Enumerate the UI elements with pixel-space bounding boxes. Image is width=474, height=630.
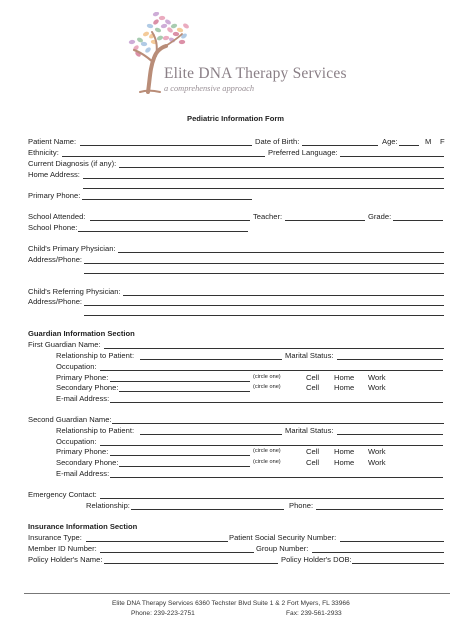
g1-primary-phone-field[interactable] bbox=[110, 381, 250, 382]
tree-leaf bbox=[144, 46, 152, 53]
footer-divider bbox=[24, 593, 450, 594]
teacher-label: Teacher: bbox=[253, 212, 283, 221]
tree-leaf bbox=[179, 40, 186, 45]
home-address-field-2[interactable] bbox=[83, 188, 444, 189]
insurance-section-heading: Insurance Information Section bbox=[28, 522, 138, 531]
tree-leaf bbox=[142, 31, 150, 37]
g2-email-field[interactable] bbox=[110, 477, 443, 478]
g1-occupation-label: Occupation: bbox=[56, 362, 97, 371]
g2-marital-label: Marital Status: bbox=[285, 426, 334, 435]
tree-leaf bbox=[129, 39, 136, 44]
physician-address-field-2[interactable] bbox=[84, 273, 444, 274]
g1-occupation-field[interactable] bbox=[100, 370, 443, 371]
tree-leaf bbox=[182, 22, 190, 29]
g2-primary-cell-option[interactable]: Cell bbox=[306, 447, 320, 456]
g2-primary-circle-note: (circle one) bbox=[253, 448, 281, 454]
diagnosis-label: Current Diagnosis (if any): bbox=[28, 159, 117, 168]
ethnicity-label: Ethnicity: bbox=[28, 148, 59, 157]
language-label: Preferred Language: bbox=[268, 148, 338, 157]
primary-phone-field[interactable] bbox=[82, 199, 252, 200]
g1-secondary-work-option[interactable]: Work bbox=[368, 383, 386, 392]
g2-secondary-phone-label: Secondary Phone: bbox=[56, 458, 119, 467]
g1-email-label: E-mail Address: bbox=[56, 394, 110, 403]
referring-address-label: Address/Phone: bbox=[28, 297, 83, 306]
g2-secondary-phone-field[interactable] bbox=[119, 466, 250, 467]
g1-primary-work-option[interactable]: Work bbox=[368, 373, 386, 382]
policy-holder-name-field[interactable] bbox=[104, 563, 278, 564]
physician-address-field[interactable] bbox=[84, 263, 444, 264]
emergency-phone-label: Phone: bbox=[289, 501, 314, 510]
emergency-relationship-label: Relationship: bbox=[86, 501, 130, 510]
primary-physician-label: Child's Primary Physician: bbox=[28, 244, 116, 253]
policy-holder-dob-label: Policy Holder's DOB: bbox=[281, 555, 352, 564]
g2-occupation-field[interactable] bbox=[100, 445, 443, 446]
school-phone-field[interactable] bbox=[78, 231, 248, 232]
g1-email-field[interactable] bbox=[110, 402, 443, 403]
tree-leaf bbox=[156, 35, 164, 42]
g2-marital-field[interactable] bbox=[337, 434, 443, 435]
sex-f-option[interactable]: F bbox=[440, 137, 445, 146]
school-field[interactable] bbox=[90, 220, 250, 221]
second-guardian-field[interactable] bbox=[112, 423, 444, 424]
patient-name-field[interactable] bbox=[80, 145, 252, 146]
g1-marital-label: Marital Status: bbox=[285, 351, 334, 360]
logo-tagline: a comprehensive approach bbox=[164, 84, 255, 93]
ssn-field[interactable] bbox=[340, 541, 444, 542]
policy-holder-dob-field[interactable] bbox=[352, 563, 444, 564]
dob-label: Date of Birth: bbox=[255, 137, 300, 146]
grade-field[interactable] bbox=[393, 220, 443, 221]
emergency-phone-field[interactable] bbox=[316, 509, 443, 510]
patient-name-label: Patient Name: bbox=[28, 137, 77, 146]
language-field[interactable] bbox=[340, 156, 444, 157]
g1-secondary-phone-label: Secondary Phone: bbox=[56, 383, 119, 392]
grade-label: Grade: bbox=[368, 212, 392, 221]
policy-holder-name-label: Policy Holder's Name: bbox=[28, 555, 103, 564]
guardian-section-heading: Guardian Information Section bbox=[28, 329, 135, 338]
g2-secondary-work-option[interactable]: Work bbox=[368, 458, 386, 467]
footer-address: Elite DNA Therapy Services 6360 Techster Blvd Suite 1 & 2 Fort Myers, FL 33966 bbox=[112, 600, 350, 607]
diagnosis-field[interactable] bbox=[119, 167, 444, 168]
tree-leaf bbox=[160, 23, 167, 29]
tree-leaf bbox=[152, 18, 160, 25]
tree-leaf bbox=[154, 27, 162, 33]
g1-primary-phone-label: Primary Phone: bbox=[56, 373, 109, 382]
g2-secondary-circle-note: (circle one) bbox=[253, 459, 281, 465]
teacher-field[interactable] bbox=[285, 220, 365, 221]
g1-primary-circle-note: (circle one) bbox=[253, 374, 281, 380]
school-phone-label: School Phone: bbox=[28, 223, 78, 232]
footer-fax: Fax: 239-561-2933 bbox=[286, 610, 342, 617]
g2-primary-home-option[interactable]: Home bbox=[334, 447, 355, 456]
g1-secondary-home-option[interactable]: Home bbox=[334, 383, 355, 392]
tree-leaf bbox=[173, 32, 180, 36]
g1-marital-field[interactable] bbox=[337, 359, 443, 360]
g1-secondary-phone-field[interactable] bbox=[119, 391, 250, 392]
age-label: Age: bbox=[382, 137, 398, 146]
g1-relationship-label: Relationship to Patient: bbox=[56, 351, 135, 360]
physician-address-label: Address/Phone: bbox=[28, 255, 83, 264]
g1-secondary-cell-option[interactable]: Cell bbox=[306, 383, 320, 392]
g1-relationship-field[interactable] bbox=[140, 359, 282, 360]
school-label: School Attended: bbox=[28, 212, 86, 221]
tree-leaf bbox=[176, 27, 183, 33]
ssn-label: Patient Social Security Number: bbox=[229, 533, 337, 542]
referring-address-field-2[interactable] bbox=[84, 315, 444, 316]
tree-leaf bbox=[159, 16, 166, 21]
second-guardian-label: Second Guardian Name: bbox=[28, 415, 112, 424]
age-field[interactable] bbox=[399, 145, 419, 146]
tree-leaf bbox=[146, 23, 153, 29]
g2-secondary-cell-option[interactable]: Cell bbox=[306, 458, 320, 467]
g1-secondary-circle-note: (circle one) bbox=[253, 384, 281, 390]
group-number-label: Group Number: bbox=[256, 544, 309, 553]
g2-relationship-label: Relationship to Patient: bbox=[56, 426, 135, 435]
sex-m-option[interactable]: M bbox=[425, 137, 432, 146]
referring-physician-field[interactable] bbox=[123, 295, 444, 296]
logo-name: Elite DNA Therapy Services bbox=[164, 65, 347, 82]
ethnicity-field[interactable] bbox=[62, 156, 265, 157]
emergency-relationship-field[interactable] bbox=[131, 509, 284, 510]
emergency-contact-label: Emergency Contact: bbox=[28, 490, 97, 499]
g2-primary-phone-field[interactable] bbox=[110, 455, 250, 456]
home-address-label: Home Address: bbox=[28, 170, 80, 179]
first-guardian-field[interactable] bbox=[104, 348, 444, 349]
tree-leaf bbox=[163, 35, 170, 40]
g1-primary-home-option[interactable]: Home bbox=[334, 373, 355, 382]
emergency-contact-field[interactable] bbox=[100, 498, 444, 499]
insurance-type-field[interactable] bbox=[86, 541, 228, 542]
g2-occupation-label: Occupation: bbox=[56, 437, 97, 446]
home-address-field[interactable] bbox=[83, 178, 444, 179]
g1-primary-cell-option[interactable]: Cell bbox=[306, 373, 320, 382]
member-id-field[interactable] bbox=[100, 552, 254, 553]
referring-address-field[interactable] bbox=[84, 305, 444, 306]
primary-phone-label: Primary Phone: bbox=[28, 191, 81, 200]
member-id-label: Member ID Number: bbox=[28, 544, 97, 553]
g2-primary-phone-label: Primary Phone: bbox=[56, 447, 109, 456]
g2-secondary-home-option[interactable]: Home bbox=[334, 458, 355, 467]
insurance-type-label: Insurance Type: bbox=[28, 533, 82, 542]
first-guardian-label: First Guardian Name: bbox=[28, 340, 101, 349]
dob-field[interactable] bbox=[302, 145, 378, 146]
group-number-field[interactable] bbox=[312, 552, 444, 553]
g2-primary-work-option[interactable]: Work bbox=[368, 447, 386, 456]
footer-phone: Phone: 239-223-2751 bbox=[131, 610, 195, 617]
g2-relationship-field[interactable] bbox=[140, 434, 282, 435]
primary-physician-field[interactable] bbox=[118, 252, 444, 253]
form-title: Pediatric Information Form bbox=[187, 114, 285, 123]
tree-leaf bbox=[170, 23, 177, 29]
g2-email-label: E-mail Address: bbox=[56, 469, 110, 478]
tree-leaf bbox=[152, 12, 159, 17]
referring-physician-label: Child's Referring Physician: bbox=[28, 287, 121, 296]
